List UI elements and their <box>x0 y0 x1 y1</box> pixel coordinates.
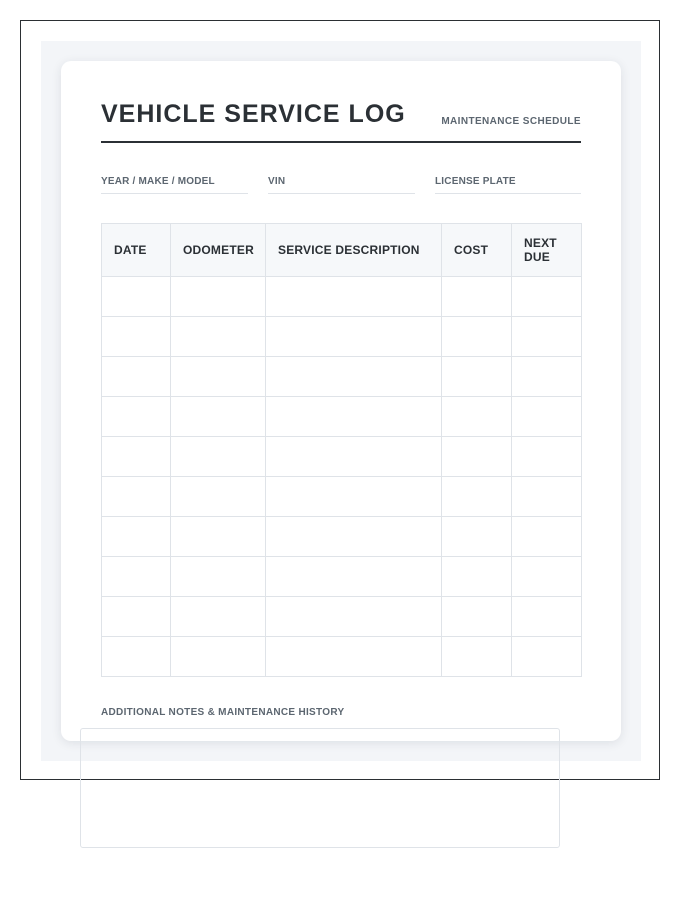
document-title: VEHICLE SERVICE LOG <box>101 100 406 128</box>
table-row <box>102 597 582 637</box>
table-cell[interactable] <box>102 437 171 477</box>
table-cell[interactable] <box>442 397 512 437</box>
table-cell[interactable] <box>102 317 171 357</box>
table-cell[interactable] <box>171 637 266 677</box>
table-cell[interactable] <box>512 397 582 437</box>
log-card <box>61 61 621 741</box>
table-cell[interactable] <box>512 277 582 317</box>
table-cell[interactable] <box>171 557 266 597</box>
document-header <box>101 99 581 143</box>
document-frame <box>20 20 660 780</box>
table-cell[interactable] <box>102 557 171 597</box>
service-log-body <box>102 277 582 677</box>
table-cell[interactable] <box>171 597 266 637</box>
table-row <box>102 637 582 677</box>
vin-field-label: VIN <box>268 176 286 187</box>
table-cell[interactable] <box>512 557 582 597</box>
column-header-date: DATE <box>102 224 171 277</box>
table-row <box>102 557 582 597</box>
column-header-service-description: SERVICE DESCRIPTION <box>266 224 442 277</box>
vehicle-field[interactable] <box>101 175 248 194</box>
table-cell[interactable] <box>512 357 582 397</box>
table-cell[interactable] <box>171 357 266 397</box>
table-cell[interactable] <box>102 517 171 557</box>
column-header-cost: COST <box>442 224 512 277</box>
notes-label: ADDITIONAL NOTES & MAINTENANCE HISTORY <box>101 707 345 718</box>
table-cell[interactable] <box>442 437 512 477</box>
table-cell[interactable] <box>442 597 512 637</box>
license-plate-field[interactable] <box>435 175 581 194</box>
table-row <box>102 477 582 517</box>
table-cell[interactable] <box>266 517 442 557</box>
table-cell[interactable] <box>442 357 512 397</box>
table-cell[interactable] <box>512 597 582 637</box>
table-cell[interactable] <box>442 477 512 517</box>
table-cell[interactable] <box>442 317 512 357</box>
table-cell[interactable] <box>102 637 171 677</box>
table-cell[interactable] <box>442 637 512 677</box>
table-cell[interactable] <box>171 437 266 477</box>
table-cell[interactable] <box>171 317 266 357</box>
table-cell[interactable] <box>442 557 512 597</box>
table-cell[interactable] <box>266 437 442 477</box>
table-cell[interactable] <box>266 317 442 357</box>
license-plate-field-label: LICENSE PLATE <box>435 176 516 187</box>
table-cell[interactable] <box>512 517 582 557</box>
column-header-next-due: NEXT DUE <box>512 224 582 277</box>
table-cell[interactable] <box>102 277 171 317</box>
table-cell[interactable] <box>266 597 442 637</box>
table-cell[interactable] <box>512 477 582 517</box>
table-cell[interactable] <box>266 637 442 677</box>
table-row <box>102 317 582 357</box>
table-cell[interactable] <box>102 357 171 397</box>
table-cell[interactable] <box>512 637 582 677</box>
table-row <box>102 277 582 317</box>
table-cell[interactable] <box>102 397 171 437</box>
document-subtitle: MAINTENANCE SCHEDULE <box>441 116 581 127</box>
table-row <box>102 437 582 477</box>
table-cell[interactable] <box>171 517 266 557</box>
table-cell[interactable] <box>102 477 171 517</box>
vin-field[interactable] <box>268 175 415 194</box>
table-cell[interactable] <box>102 597 171 637</box>
table-row <box>102 357 582 397</box>
service-log-table <box>101 223 582 677</box>
table-cell[interactable] <box>442 277 512 317</box>
table-cell[interactable] <box>512 317 582 357</box>
table-cell[interactable] <box>442 517 512 557</box>
table-header-row <box>102 224 582 277</box>
table-cell[interactable] <box>171 397 266 437</box>
table-cell[interactable] <box>512 437 582 477</box>
table-cell[interactable] <box>266 477 442 517</box>
table-row <box>102 517 582 557</box>
table-cell[interactable] <box>266 397 442 437</box>
table-cell[interactable] <box>171 277 266 317</box>
table-row <box>102 397 582 437</box>
vehicle-field-label: YEAR / MAKE / MODEL <box>101 176 215 187</box>
table-cell[interactable] <box>266 357 442 397</box>
notes-box[interactable] <box>80 728 560 848</box>
table-cell[interactable] <box>171 477 266 517</box>
table-cell[interactable] <box>266 277 442 317</box>
column-header-odometer: ODOMETER <box>171 224 266 277</box>
table-cell[interactable] <box>266 557 442 597</box>
